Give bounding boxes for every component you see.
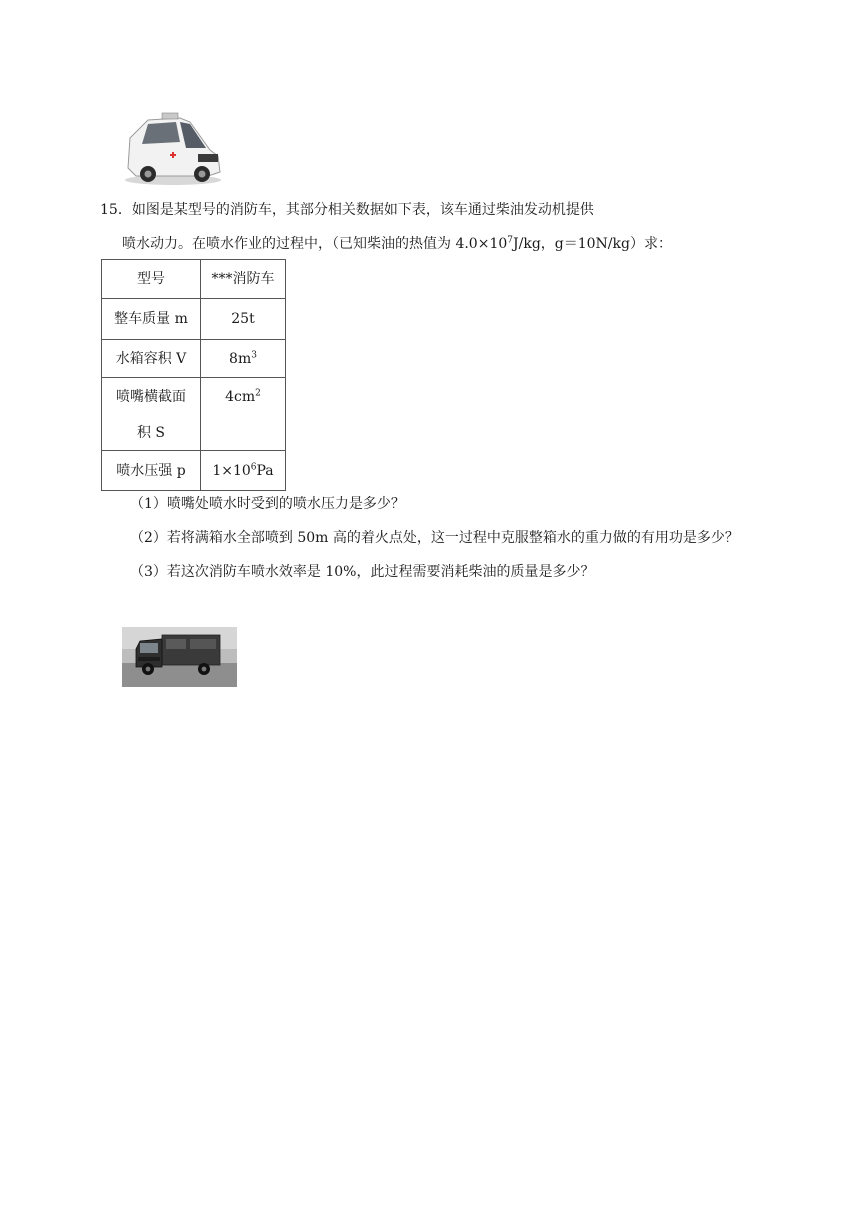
key-line1: 喷嘴横截面: [116, 389, 186, 405]
table-key: 型号: [102, 260, 201, 299]
table-row: [102, 260, 286, 299]
question-15-line2: [122, 234, 672, 254]
sub-question-2: （2）若将满箱水全部喷到 50m 高的着火点处，这一过程中克服整箱水的重力做的有用功是多少？: [130, 530, 739, 546]
sub-question-1: （1）喷嘴处喷水时受到的喷水压力是多少？: [130, 496, 405, 512]
pressure-exponent: 6: [250, 461, 257, 472]
area-exponent: 2: [255, 388, 261, 399]
table-key: [102, 378, 201, 451]
table-value: ***消防车: [201, 260, 286, 299]
table-row: [102, 340, 286, 378]
fire-truck-image: [122, 627, 237, 687]
table-row: [102, 451, 286, 491]
table-row: [102, 299, 286, 340]
table-key: 喷水压强 p: [102, 451, 201, 491]
key-line2: 积 S: [136, 425, 166, 441]
table-value: [201, 340, 286, 378]
line2-suffix: J/kg，g＝10N/kg）求：: [513, 236, 672, 252]
area-base: 4cm: [225, 389, 256, 405]
table-key: 水箱容积 V: [102, 340, 201, 378]
volume-exponent: 3: [251, 349, 257, 360]
area-value: [201, 378, 285, 414]
line2-exponent: 7: [507, 235, 513, 246]
spec-table: [101, 259, 286, 491]
table-value: 25t: [201, 299, 286, 340]
question-15-line1: 15．如图是某型号的消防车，其部分相关数据如下表，该车通过柴油发动机提供: [100, 202, 594, 218]
table-row: [102, 378, 286, 451]
table-value: [201, 451, 286, 491]
sub-question-3: （3）若这次消防车喷水效率是 10%，此过程需要消耗柴油的质量是多少？: [130, 564, 595, 580]
pressure-base: 1×10: [212, 462, 251, 479]
ambulance-image: [118, 110, 224, 188]
pressure-unit: Pa: [256, 462, 274, 479]
table-key: 整车质量 m: [102, 299, 201, 340]
line2-prefix: 喷水动力。在喷水作业的过程中，（已知柴油的热值为 4.0×10: [122, 236, 508, 252]
volume-base: 8m: [229, 350, 252, 367]
table-value: [201, 378, 286, 451]
